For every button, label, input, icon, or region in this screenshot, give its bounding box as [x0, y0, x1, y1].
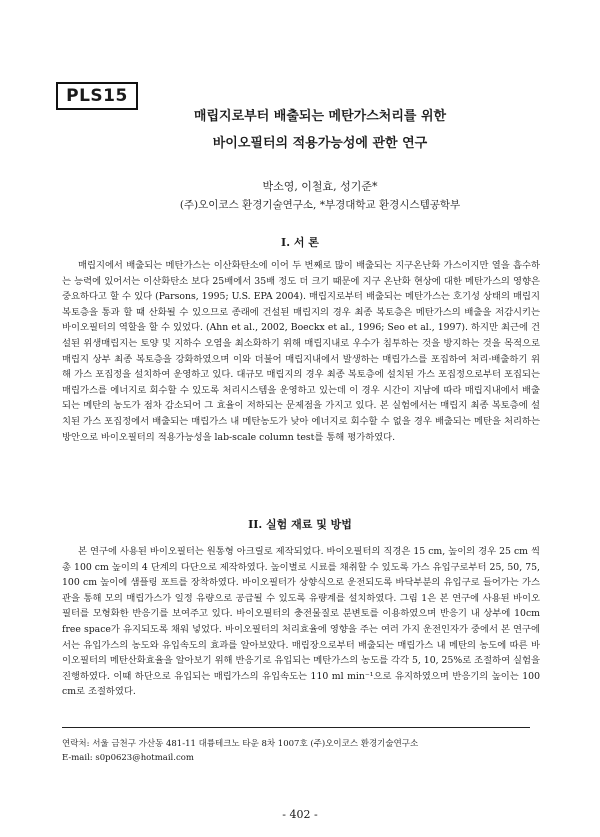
- authors: 박소영, 이철효, 성기준*: [262, 180, 378, 193]
- title-line-2: 바이오필터의 적용가능성에 관한 연구: [212, 136, 428, 151]
- page-number: - 402 -: [282, 808, 318, 821]
- session-badge: PLS15: [56, 82, 138, 110]
- title-line-1: 매립지로부터 배출되는 메탄가스처리를 위한: [193, 109, 447, 124]
- intro-paragraph: 매립지에서 배출되는 메탄가스는 이산화탄소에 이어 두 번째로 많이 배출되는 지구온난화 가스이지만 열을 흡수하는 능력에 있어서는 이산화탄소 보다 25배에서 35배 정도 더 크기 때문에 지구 온난화 현상에 대한 메탄가스의 영향은 중요하다고 할 수 있다 (Parsons, 1995; U.S. EPA 2004). 매립지로부터 배출되는 메탄가스는 호기성 상태의 매립지 복토층을 통과 할 때 산화될 수 있으므로 종래에 건설된 매립지의 경우 최종 복토층은 메탄가스의 배출을 저감시키는 바이오필터의 역할을 할 수 있었다. (Ahn et al., 2002, Boeckx et al., 1996; Seo et al., 1997). 하지만 최근에 건설된 위생매립지는 토양 및 지하수 오염을 최소화하기 위해 매립지내로 우수가 침투하는 것을 방지하는 것을 목적으로 매립지 상부 최종 복토층을 강화하였으며 이와 더불어 매립지내에서 발생하는 매립가스를 포집하여 처리·배출하기 위해 가스 포집정을 설치하여 운영하고 있다. 대규모 매립지의 경우 최종 복토층에 설치된 가스 포집정으로부터 포집되는 매립가스를 에너지로 회수할 수 있도록 처리시스템을 운영하고 있는데 이 경우 시간이 지남에 따라 매립지내에서 배출되는 메탄의 농도가 점차 감소되어 그 효율이 저하되는 문제점을 가지고 있다. 본 실험에서는 매립지 최종 복토층에 설치된 가스 포집정에서 배출되는 매립가스 내 메탄농도가 낮아 에너지로 회수할 수 없을 경우 배출되는 메탄을 처리하는 방안으로 바이오필터의 적용가능성을 lab-scale column test를 통해 평가하였다.: [62, 260, 540, 443]
- methods-paragraph: 본 연구에 사용된 바이오필터는 원통형 아크릴로 제작되었다. 바이오필터의 직경은 15 cm, 높이의 경우 25 cm 씩 총 100 cm 높이의 4 단계의 다단으로 제작하였다. 높이별로 시료를 채취할 수 있도록 가스 유입구로부터 25, 50, 75, 100 cm 높이에 샘플링 포트를 장착하였다. 바이오필터가 상향식으로 운전되도록 바닥부분의 유입구로 들어가는 가스관을 통해 모의 매립가스가 일정 유량으로 공급될 수 있도록 유량계를 설치하였다. 그림 1은 본 연구에 사용된 바이오필터를 모형화한 반응기를 보여주고 있다. 바이오필터의 충전물질로 분변토를 이용하였으며 반응기 내 상부에 10cm free space가 유지되도록 채워 넣었다. 바이오필터의 처리효율에 영향을 주는 여러 가지 운전인자가 중에서 본 연구에서는 유입가스의 농도와 유입속도의 효과를 알아보았다. 매립장으로부터 배출되는 매립가스 내 메탄의 농도에 따른 바이오필터의 메탄산화효율을 알아보기 위해 반응기로 유입되는 메탄가스의 농도를 각각 5, 10, 25%로 조절하여 실험을 진행하였다. 이때 하단으로 유입되는 매립가스의 유입속도는 110 ml min⁻¹으로 유지하였으며 반응기의 높이는 100 cm로 조절하였다.: [62, 546, 540, 698]
- section-heading-intro: I. 서 론: [281, 236, 319, 249]
- footnote-divider: [62, 727, 530, 728]
- email-footnote: E-mail: s0p0623@hotmail.com: [62, 753, 194, 763]
- contact-footnote: 연락처: 서울 금천구 가산동 481-11 대륭테크노 타운 8차 1007호 (주)오이코스 환경기술연구소: [62, 739, 419, 749]
- affiliation: (주)오이코스 환경기술연구소, *부경대학교 환경시스템공학부: [179, 199, 461, 211]
- section-heading-methods: II. 실험 재료 및 방법: [248, 518, 352, 531]
